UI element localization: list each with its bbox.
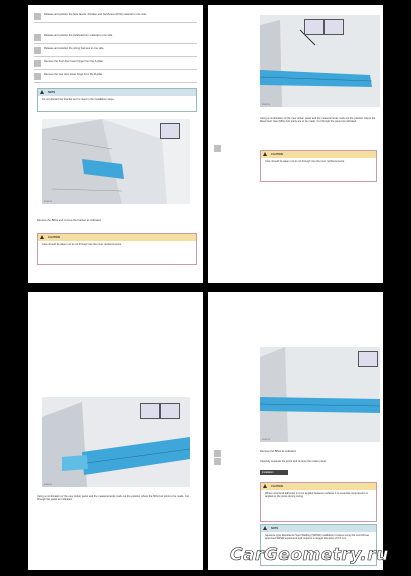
section-header-text: Installation <box>262 471 274 474</box>
warning-triangle-icon <box>40 90 44 94</box>
step-row <box>34 73 197 83</box>
note-text: Do not discard the bracket as it is used in the installation steps. <box>42 98 115 101</box>
note-label: NOTE <box>48 90 56 94</box>
manual-page-2 <box>208 5 383 283</box>
detail-inset <box>160 403 180 419</box>
instruction-text: Using a combination of the new rocker panel and the measurements mark out the position where the MIG butt joints to be made. Cut through the panel as indicated. <box>37 495 189 502</box>
detail-inset <box>140 403 160 419</box>
caution-label: CAUTION <box>271 152 283 156</box>
note-box <box>37 88 197 112</box>
instruction-text: Remove the BPAs as indicated. <box>260 450 297 453</box>
step-number-box <box>214 145 221 152</box>
section-header <box>260 470 288 475</box>
step-row <box>34 34 197 44</box>
step-row <box>34 13 197 23</box>
caution-text: Where structural adhesive is to be applied between surfaces it is essential compression is applied to the joints during curing. <box>265 492 368 499</box>
caution-box <box>260 482 377 522</box>
step-row <box>34 47 197 57</box>
step-number-box <box>34 34 41 41</box>
instruction-text: Carefully separate the joints and remove the rocker panel. <box>260 460 327 463</box>
figure-bracket <box>42 119 190 204</box>
figure-id: E166574 <box>262 104 271 106</box>
note-text: Squeeze-type Resistance Spot Welding (SRSW) installation involves using the Lond Rover approved SRSW equipment and requires a nugget diameter of 6.5 mm. <box>265 534 370 541</box>
step-text: Remove the rear door lower hinge from the B-pillar. <box>44 73 103 76</box>
warning-triangle-icon <box>40 235 44 239</box>
detail-inset <box>304 19 324 35</box>
instruction-text: Remove the BPAs and remove the bracket as indicated. <box>37 219 102 222</box>
detail-inset <box>358 351 378 367</box>
step-row <box>34 60 197 70</box>
manual-page-3 <box>28 292 203 570</box>
step-number-box <box>34 13 41 20</box>
step-number-box <box>34 60 41 67</box>
note-label: NOTE <box>271 526 279 530</box>
detail-inset <box>324 19 344 35</box>
figure-id: E166573 <box>44 201 53 203</box>
warning-triangle-icon <box>263 152 267 156</box>
step-number-box <box>214 458 221 465</box>
figure-rocker-mark <box>42 397 190 487</box>
step-text: Release and position the wiring harness to one side. <box>44 47 105 50</box>
figure-id: E166575 <box>44 484 53 486</box>
step-number-box <box>214 450 221 457</box>
step-text: Remove the front door lower hinge from the A-pillar. <box>44 60 104 63</box>
warning-triangle-icon <box>263 526 267 530</box>
step-text: Release and position the floor fascia, vibration and harshness (NVH) material to one side. <box>44 13 147 16</box>
step-number-box <box>34 47 41 54</box>
figure-rocker-cut <box>260 15 380 107</box>
instruction-text: Using a combination of the new rocker panel and the measurements mark out the position where the Metal Inert Gas (MIG) butt joints are to be made. Cut through the panel as indicated. <box>260 117 376 124</box>
figure-rocker-remove <box>260 347 380 442</box>
caution-text: Care should be taken not to cut through into the inner reinforcements. <box>265 160 345 163</box>
step-text: Release and position the bulkhead trim material to one side. <box>44 34 113 37</box>
caution-label: CAUTION <box>48 235 60 239</box>
caution-box <box>37 233 197 265</box>
site-watermark: CarGeometry.ru <box>230 545 389 565</box>
manual-page-1 <box>28 5 203 283</box>
step-number-box <box>34 73 41 80</box>
warning-triangle-icon <box>263 484 267 488</box>
detail-inset <box>160 123 180 139</box>
caution-text: Care should be taken not to cut through into the inner reinforcements. <box>42 243 122 246</box>
caution-box <box>260 150 377 182</box>
caution-label: CAUTION <box>271 484 283 488</box>
figure-id: E166576 <box>262 439 271 441</box>
manual-page-4 <box>208 292 383 570</box>
